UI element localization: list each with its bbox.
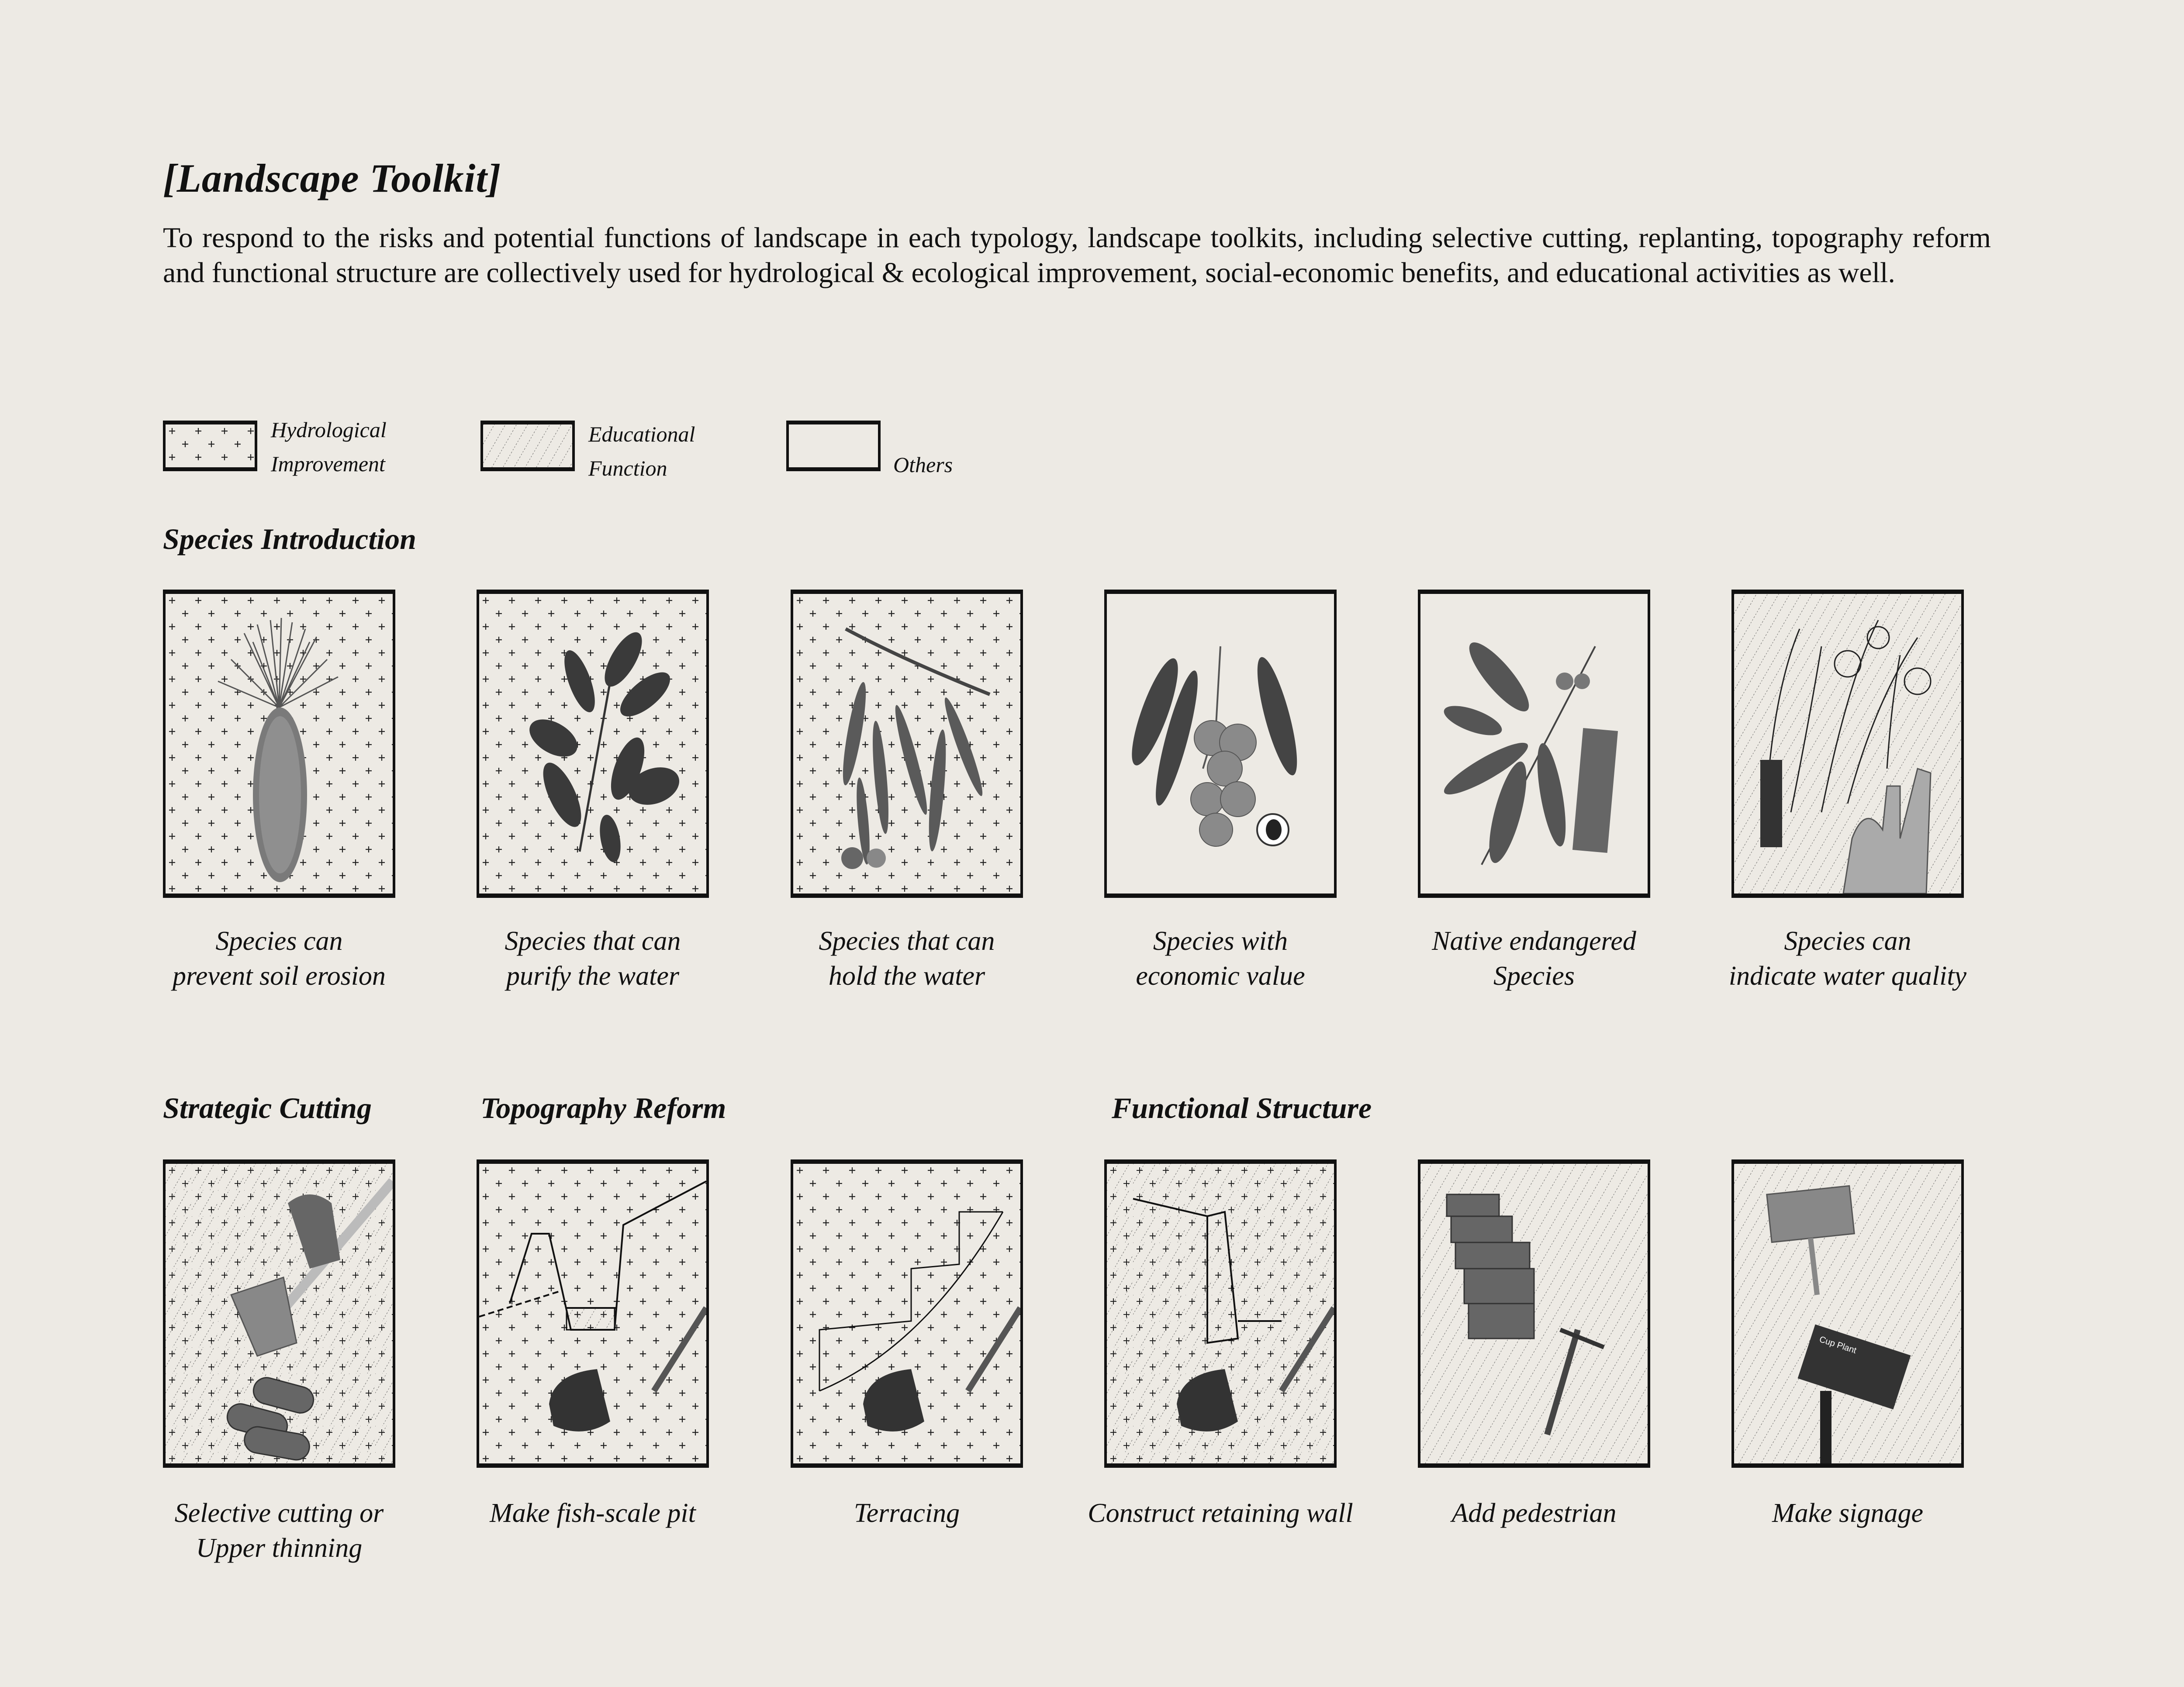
grass-tuft-icon — [166, 594, 393, 894]
caption-line: Species — [1493, 961, 1575, 991]
legend-label-line: Improvement — [271, 452, 385, 476]
legend-label-line: Educational — [588, 422, 695, 446]
legend-swatch-blank — [786, 421, 881, 471]
tool-caption: Construct retaining wall — [1088, 1498, 1353, 1528]
caption-line: prevent soil erosion — [173, 961, 386, 991]
tool-card-signage — [1731, 1159, 1964, 1468]
legend-label-hydrological — [271, 413, 387, 481]
legend-label-educational — [588, 417, 695, 485]
topography-reform-heading: Topography Reform — [480, 1091, 726, 1125]
tool-card-selective-cutting — [163, 1159, 395, 1468]
caption-line: Species that can — [819, 926, 995, 956]
eucalyptus-branch-icon — [793, 594, 1020, 894]
signage-title: Cup Plant — [1818, 1334, 1858, 1356]
legend-swatch-hatch — [480, 421, 575, 471]
hand-with-plants-icon — [1734, 594, 1961, 894]
legend-swatch-cross-grid — [163, 421, 257, 471]
retaining-wall-icon — [1107, 1164, 1334, 1463]
tool-caption: Add pedestrian — [1451, 1498, 1617, 1528]
legend-educational — [480, 421, 575, 471]
species-card-water-quality — [1731, 590, 1964, 898]
species-caption — [435, 924, 750, 994]
caption-line: Upper thinning — [196, 1533, 363, 1563]
legend-label-line: Hydrological — [271, 417, 387, 442]
species-heading: Species Introduction — [163, 522, 416, 555]
caption-line: Species can — [215, 926, 343, 956]
strategic-cutting-heading: Strategic Cutting — [163, 1091, 372, 1125]
tool-caption: Make signage — [1772, 1498, 1924, 1528]
caption-line: hold the water — [828, 961, 985, 991]
legend-others — [786, 421, 881, 471]
axe-and-logs-icon — [166, 1164, 393, 1463]
caption-line: Species that can — [505, 926, 681, 956]
species-caption — [1063, 924, 1378, 994]
caption-line: Species can — [1784, 926, 1911, 956]
caption-line: purify the water — [506, 961, 680, 991]
litchi-branch-icon — [1107, 594, 1334, 894]
caption-line: indicate water quality — [1728, 961, 1967, 991]
tool-card-retaining-wall — [1104, 1159, 1337, 1468]
fish-scale-pit-icon — [479, 1164, 706, 1463]
tool-card-terracing — [791, 1159, 1023, 1468]
species-card-endangered — [1418, 590, 1650, 898]
tool-card-pedestrian — [1418, 1159, 1650, 1468]
species-card-soil-erosion — [163, 590, 395, 898]
tool-card-fish-scale-pit — [477, 1159, 709, 1468]
tool-caption: Make fish-scale pit — [490, 1498, 696, 1528]
legend-label-line: Function — [588, 456, 667, 480]
legend-hydrological — [163, 421, 257, 471]
caption-line: Native endangered — [1432, 926, 1636, 956]
tool-caption: Terracing — [854, 1498, 960, 1528]
functional-structure-heading: Functional Structure — [1112, 1091, 1372, 1125]
endangered-plant-icon — [1420, 594, 1648, 894]
leafy-branch-icon — [479, 594, 706, 894]
species-caption — [1690, 924, 2005, 994]
toolkit-description: To respond to the risks and potential functions of landscape in each typology, landscape toolkits, including selective cutting, replanting, topography reform and functional structure are collectively used for hydrological & ecological improvement, social-economic benefits, and educational activities as well. — [163, 222, 1991, 289]
toolkit-title: [Landscape Toolkit] — [163, 156, 501, 200]
species-card-hold-water — [791, 590, 1023, 898]
legend-label-others: Others — [893, 452, 953, 477]
terracing-icon — [793, 1164, 1020, 1463]
caption-line: economic value — [1136, 961, 1305, 991]
species-card-purify-water — [477, 590, 709, 898]
caption-line: Species with — [1153, 926, 1288, 956]
stone-steps-icon — [1420, 1164, 1648, 1463]
species-card-economic-value — [1104, 590, 1337, 898]
species-caption — [1377, 924, 1691, 994]
species-caption — [750, 924, 1064, 994]
signage-icon — [1734, 1164, 1961, 1463]
species-caption — [122, 924, 436, 994]
tool-caption — [122, 1496, 436, 1566]
caption-line: Selective cutting or — [174, 1498, 384, 1528]
